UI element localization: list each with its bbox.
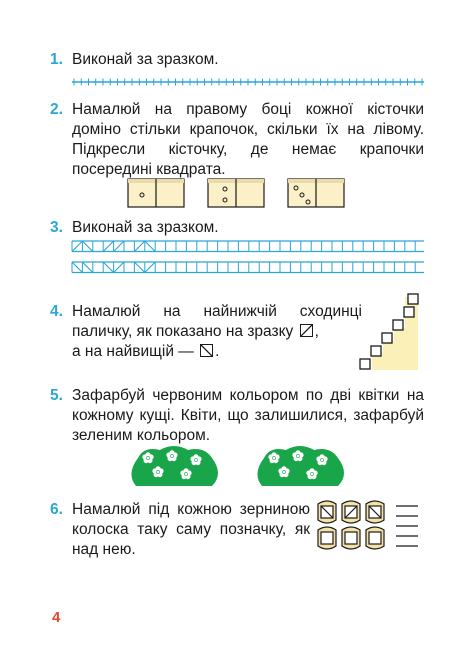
exercise-number: 1. [50,51,63,68]
sample-diagonal [72,262,82,273]
exercise-5 [52,386,424,446]
exercise-4 [52,302,362,362]
answer-square[interactable] [321,532,333,544]
domino-2[interactable] [208,179,264,207]
line-3-text: а на найвищій — [72,343,194,360]
exercise-number: 2. [50,101,63,118]
sample-diagonal [145,241,155,252]
domino-1[interactable] [128,179,184,207]
exercise-text: Намалюй на правому боці кожної кісточки доміно стільки крапочок, скільки їх на лівому. Підкресли кісточку, де немає крапочки посередині квадрата. [72,101,424,178]
dominoes-row [0,176,456,216]
sample-diagonal [103,241,113,252]
wheat-ear [314,498,424,562]
sample-diagonal [114,262,124,273]
sample-backslash-square-icon [200,344,213,357]
stairs [358,292,428,378]
exercise-number: 6. [50,501,63,518]
stair-square[interactable] [393,320,403,330]
exercise-3 [52,218,424,238]
stair-square[interactable] [382,333,392,343]
sample-diagonal [82,241,92,252]
answer-square[interactable] [345,532,357,544]
stair-square[interactable] [404,307,414,317]
sample-stroke-square-icon [300,324,313,337]
tick-line[interactable] [0,72,456,92]
line-2-text: паличку, як показано на зразку [72,323,294,340]
exercise-text-line-3 [72,342,362,362]
exercise-6 [52,500,310,560]
sample-diagonal [145,262,155,273]
exercise-text: Намалюй під кожною зерниною колоска таку саму позначку, як над нею. [72,501,310,558]
sample-diagonal [103,262,113,273]
sample-diagonal [134,262,144,273]
sample-diagonal [134,241,144,252]
exercise-number: 3. [50,219,63,236]
exercise-number: 5. [50,387,63,404]
exercise-text: Виконай за зразком. [72,219,219,236]
bushes-row [0,444,456,494]
sample-diagonal [114,241,124,252]
exercise-2 [52,100,424,180]
exercise-number: 4. [50,303,63,320]
bush[interactable] [257,446,344,486]
answer-square[interactable] [369,532,381,544]
page-number: 4 [52,609,61,626]
stair-square[interactable] [371,346,381,356]
exercise-text-line-1: Намалюй на найнижчій сходинці [72,303,362,320]
stair-square[interactable] [408,294,418,304]
exercise-text: Виконай за зразком. [72,51,219,68]
exercise-text-line-2 [72,322,362,342]
domino-3[interactable] [288,179,344,207]
stair-square[interactable] [360,359,370,369]
exercise-1 [52,50,424,70]
writing-grid[interactable] [0,238,456,278]
sample-diagonal [72,241,82,252]
line-3-end: . [215,343,220,360]
bush[interactable] [131,446,218,486]
sample-diagonal [82,262,92,273]
line-2-end: , [314,323,319,340]
exercise-text: Зафарбуй червоним кольором по дві квітки на кожному кущі. Квіти, що залишилися, зафарбуй зеленим кольором. [72,387,424,444]
